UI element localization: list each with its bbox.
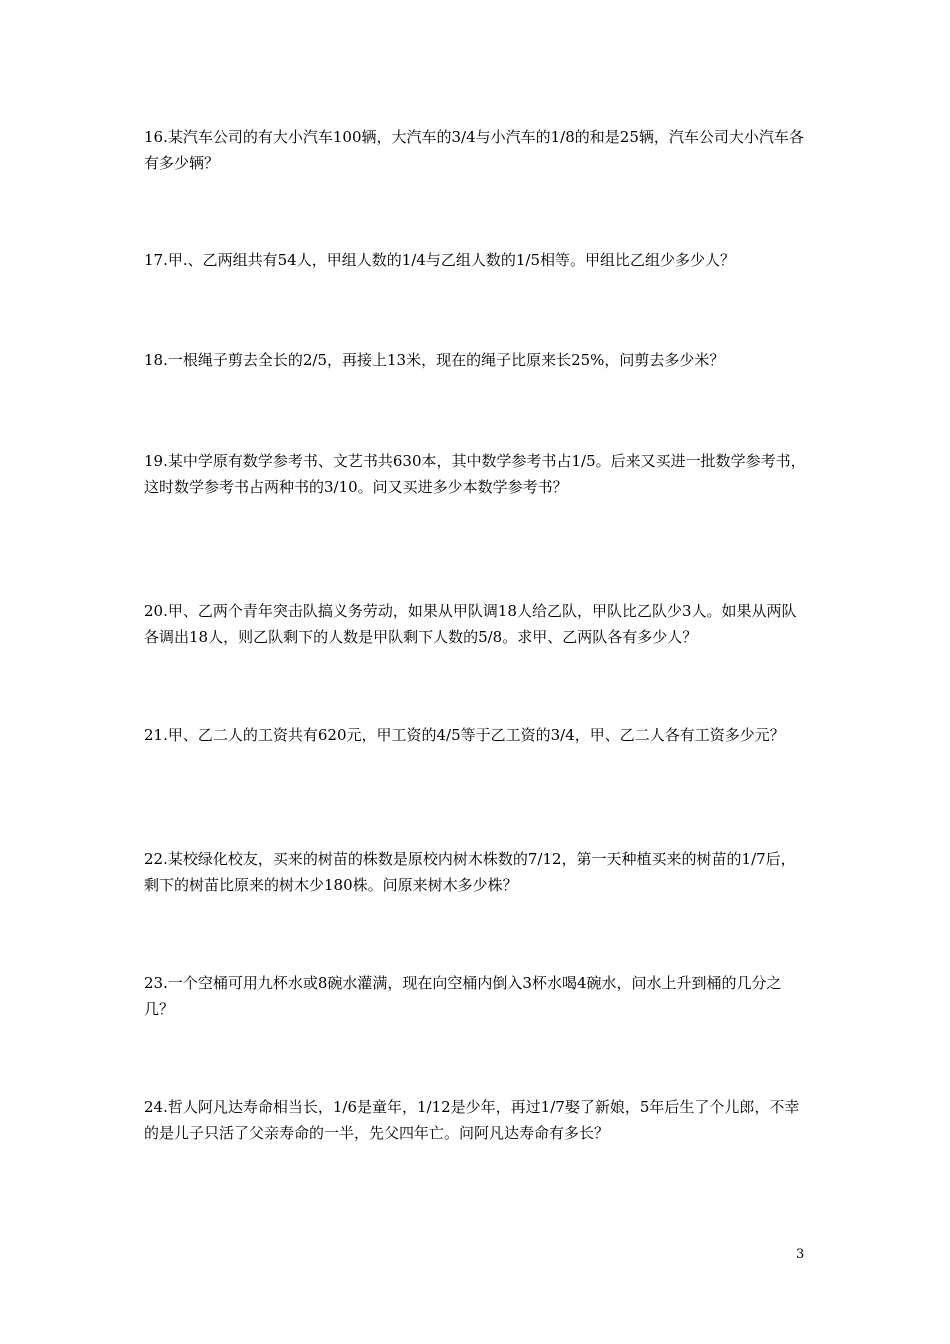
problem-24: 24.哲人阿凡达寿命相当长，1/6是童年，1/12是少年，再过1/7娶了新娘，5年后生了个儿郎，不幸的是儿子只活了父亲寿命的一半，先父四年亡。问阿凡达寿命有多长？ — [144, 1098, 800, 1142]
problem-17: 17.甲.、乙两组共有54人，甲组人数的1/4与乙组人数的1/5相等。甲组比乙组少多少人？ — [144, 251, 735, 269]
problem-23: 23.一个空桶可用九杯水或8碗水灌满，现在向空桶内倒入3杯水喝4碗水，问水上升到桶的几分之几？ — [144, 974, 782, 1018]
problem-21: 21.甲、乙二人的工资共有620元，甲工资的4/5等于乙工资的3/4，甲、乙二人各有工资多少元？ — [144, 726, 785, 744]
problem-19: 19.某中学原有数学参考书、文艺书共630本，其中数学参考书占1/5。后来又买进一批数学参考书，这时数学参考书占两种书的3/10。问又买进多少本数学参考书？ — [144, 452, 806, 496]
problem-16: 16.某汽车公司的有大小汽车100辆，大汽车的3/4与小汽车的1/8的和是25辆，汽车公司大小汽车各有多少辆？ — [144, 128, 804, 172]
page-number: 3 — [796, 1247, 805, 1262]
problem-18: 18.一根绳子剪去全长的2/5，再接上13米，现在的绳子比原来长25%，问剪去多少米？ — [144, 351, 725, 369]
problem-22: 22.某校绿化校友，买来的树苗的株数是原校内树木株数的7/12，第一天种植买来的树苗的1/7后，剩下的树苗比原来的树木少180株。问原来树木多少株？ — [144, 850, 796, 894]
problem-20: 20.甲、乙两个青年突击队搞义务劳动，如果从甲队调18人给乙队，甲队比乙队少3人。如果从两队各调出18人，则乙队剩下的人数是甲队剩下人数的5/8。求甲、乙两队各有多少人？ — [144, 602, 797, 646]
